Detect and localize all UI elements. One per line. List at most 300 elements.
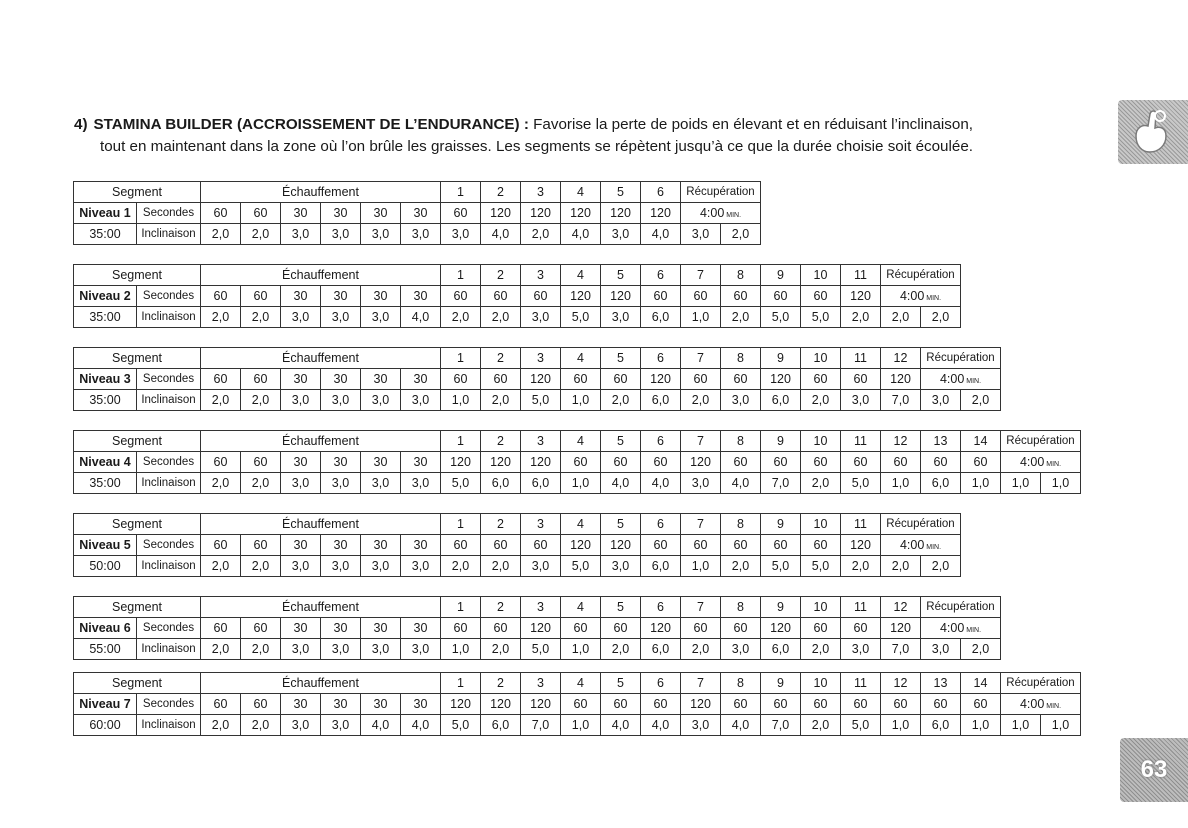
incline-value: 4,0 (601, 473, 641, 494)
seconds-row (74, 203, 761, 224)
incline-value: 2,0 (721, 556, 761, 577)
segment-number: 8 (721, 597, 761, 618)
incline-value: 5,0 (521, 639, 561, 660)
incline-value: 2,0 (801, 639, 841, 660)
segment-number: 2 (481, 597, 521, 618)
segment-number: 2 (481, 265, 521, 286)
seconds-value: 30 (401, 203, 441, 224)
seconds-value: 120 (521, 452, 561, 473)
header-row (74, 348, 1001, 369)
recovery-time (921, 369, 1001, 390)
incline-value: 3,0 (401, 390, 441, 411)
segment-number: 1 (441, 514, 481, 535)
incline-value: 2,0 (921, 307, 961, 328)
segment-number: 5 (601, 182, 641, 203)
incline-value: 2,0 (801, 473, 841, 494)
warmup-header: Échauffement (201, 514, 441, 535)
seconds-value: 120 (561, 286, 601, 307)
incline-value: 2,0 (241, 473, 281, 494)
incline-value: 3,0 (361, 556, 401, 577)
incline-value: 1,0 (961, 473, 1001, 494)
seconds-value: 60 (241, 286, 281, 307)
incline-value: 2,0 (481, 390, 521, 411)
incline-value: 2,0 (201, 390, 241, 411)
segment-number: 12 (881, 348, 921, 369)
seconds-value: 120 (681, 694, 721, 715)
segment-header: Segment (74, 597, 201, 618)
incline-value: 4,0 (721, 715, 761, 736)
segment-number: 4 (561, 673, 601, 694)
seconds-value: 60 (801, 618, 841, 639)
seconds-value: 30 (281, 203, 321, 224)
seconds-value: 60 (241, 369, 281, 390)
incline-row (74, 224, 761, 245)
seconds-value: 120 (601, 535, 641, 556)
incline-value: 2,0 (801, 715, 841, 736)
seconds-label: Secondes (137, 452, 201, 473)
incline-value: 3,0 (401, 639, 441, 660)
seconds-value: 60 (201, 618, 241, 639)
segment-number: 12 (881, 431, 921, 452)
incline-value: 3,0 (281, 639, 321, 660)
warmup-header: Échauffement (201, 597, 441, 618)
section-number: 4) (74, 116, 88, 133)
incline-label: Inclinaison (137, 390, 201, 411)
incline-value: 2,0 (721, 307, 761, 328)
incline-value: 1,0 (441, 639, 481, 660)
seconds-row (74, 452, 1081, 473)
incline-value: 3,0 (361, 639, 401, 660)
seconds-value: 120 (641, 618, 681, 639)
incline-label: Inclinaison (137, 639, 201, 660)
level-table (73, 513, 961, 577)
segment-header: Segment (74, 673, 201, 694)
segment-number: 11 (841, 265, 881, 286)
seconds-value: 60 (441, 286, 481, 307)
level-name: Niveau 7 (74, 694, 137, 715)
recovery-header: Récupération (921, 348, 1001, 369)
seconds-value: 30 (401, 535, 441, 556)
seconds-value: 60 (681, 618, 721, 639)
segment-number: 8 (721, 514, 761, 535)
incline-value: 3,0 (601, 556, 641, 577)
segment-number: 7 (681, 265, 721, 286)
incline-value: 7,0 (521, 715, 561, 736)
segment-number: 7 (681, 673, 721, 694)
recovery-header: Récupération (921, 597, 1001, 618)
incline-value: 5,0 (561, 307, 601, 328)
seconds-value: 60 (721, 452, 761, 473)
incline-value: 2,0 (841, 307, 881, 328)
recovery-time (881, 286, 961, 307)
incline-value: 6,0 (921, 715, 961, 736)
segment-number: 13 (921, 431, 961, 452)
seconds-value: 30 (361, 535, 401, 556)
segment-number: 2 (481, 348, 521, 369)
seconds-value: 60 (481, 618, 521, 639)
recovery-time (1001, 452, 1081, 473)
seconds-value: 30 (361, 369, 401, 390)
segment-number: 7 (681, 348, 721, 369)
seconds-value: 30 (321, 286, 361, 307)
segment-number: 9 (761, 348, 801, 369)
incline-value: 6,0 (641, 307, 681, 328)
seconds-value: 120 (641, 203, 681, 224)
incline-value: 4,0 (601, 715, 641, 736)
seconds-label: Secondes (137, 369, 201, 390)
level-table (73, 596, 1001, 660)
seconds-value: 60 (921, 694, 961, 715)
section-title: STAMINA BUILDER (ACCROISSEMENT DE L’ENDURANCE) : (93, 116, 529, 133)
segment-number: 8 (721, 431, 761, 452)
section-tab (1118, 100, 1188, 164)
segment-number: 5 (601, 348, 641, 369)
recovery-header: Récupération (1001, 431, 1081, 452)
seconds-value: 60 (641, 535, 681, 556)
total-time: 35:00 (74, 390, 137, 411)
recovery-time (881, 535, 961, 556)
incline-value: 3,0 (921, 639, 961, 660)
incline-value: 1,0 (561, 715, 601, 736)
minutes-suffix: MIN. (1046, 703, 1062, 710)
segment-number: 5 (601, 673, 641, 694)
incline-value: 6,0 (521, 473, 561, 494)
seconds-label: Secondes (137, 694, 201, 715)
segment-number: 3 (521, 348, 561, 369)
seconds-value: 60 (801, 452, 841, 473)
incline-value: 3,0 (321, 224, 361, 245)
incline-value: 6,0 (641, 390, 681, 411)
seconds-value: 120 (601, 286, 641, 307)
segment-number: 5 (601, 514, 641, 535)
seconds-value: 30 (361, 203, 401, 224)
incline-value: 4,0 (641, 473, 681, 494)
incline-value: 2,0 (241, 556, 281, 577)
recovery-time (921, 618, 1001, 639)
incline-value: 2,0 (201, 224, 241, 245)
seconds-value: 60 (721, 618, 761, 639)
seconds-value: 30 (361, 286, 401, 307)
seconds-value: 120 (761, 618, 801, 639)
incline-value: 3,0 (601, 224, 641, 245)
incline-value: 1,0 (681, 556, 721, 577)
seconds-value: 60 (201, 452, 241, 473)
seconds-value: 30 (361, 452, 401, 473)
seconds-value: 60 (561, 369, 601, 390)
seconds-value: 120 (481, 203, 521, 224)
page-number-tab (1120, 738, 1188, 802)
segment-header: Segment (74, 265, 201, 286)
incline-value: 1,0 (1001, 473, 1041, 494)
segment-number: 2 (481, 182, 521, 203)
seconds-value: 120 (481, 452, 521, 473)
incline-value: 4,0 (361, 715, 401, 736)
recovery-time (681, 203, 761, 224)
incline-value: 5,0 (521, 390, 561, 411)
incline-value: 2,0 (961, 390, 1001, 411)
incline-value: 1,0 (961, 715, 1001, 736)
seconds-value: 60 (201, 203, 241, 224)
seconds-value: 60 (201, 369, 241, 390)
incline-value: 2,0 (681, 390, 721, 411)
incline-value: 3,0 (361, 224, 401, 245)
segment-number: 8 (721, 265, 761, 286)
segment-number: 11 (841, 514, 881, 535)
seconds-value: 60 (801, 535, 841, 556)
segment-header: Segment (74, 431, 201, 452)
seconds-value: 30 (401, 452, 441, 473)
incline-value: 5,0 (561, 556, 601, 577)
incline-value: 5,0 (441, 715, 481, 736)
seconds-value: 120 (481, 694, 521, 715)
incline-value: 3,0 (841, 639, 881, 660)
incline-value: 3,0 (721, 390, 761, 411)
incline-value: 3,0 (361, 390, 401, 411)
segment-number: 4 (561, 597, 601, 618)
seconds-value: 60 (641, 286, 681, 307)
incline-value: 3,0 (321, 307, 361, 328)
seconds-value: 60 (521, 286, 561, 307)
segment-header: Segment (74, 514, 201, 535)
incline-value: 2,0 (241, 639, 281, 660)
incline-value: 5,0 (761, 307, 801, 328)
minutes-suffix: MIN. (726, 212, 742, 219)
seconds-value: 30 (321, 535, 361, 556)
seconds-value: 30 (281, 452, 321, 473)
seconds-row (74, 535, 961, 556)
level-table (73, 347, 1001, 411)
incline-value: 5,0 (441, 473, 481, 494)
incline-value: 2,0 (881, 307, 921, 328)
level-table (73, 672, 1081, 736)
seconds-value: 120 (521, 618, 561, 639)
seconds-value: 120 (601, 203, 641, 224)
incline-value: 2,0 (601, 390, 641, 411)
segment-number: 8 (721, 348, 761, 369)
seconds-row (74, 369, 1001, 390)
incline-value: 2,0 (921, 556, 961, 577)
level-name: Niveau 2 (74, 286, 137, 307)
incline-value: 2,0 (481, 556, 521, 577)
seconds-value: 60 (681, 286, 721, 307)
segment-number: 1 (441, 673, 481, 694)
recovery-time (1001, 694, 1081, 715)
segment-number: 13 (921, 673, 961, 694)
seconds-value: 60 (601, 694, 641, 715)
incline-value: 3,0 (321, 556, 361, 577)
segment-number: 9 (761, 673, 801, 694)
seconds-value: 60 (801, 694, 841, 715)
incline-value: 3,0 (841, 390, 881, 411)
incline-value: 2,0 (841, 556, 881, 577)
incline-value: 3,0 (681, 224, 721, 245)
header-row (74, 514, 961, 535)
segment-number: 1 (441, 431, 481, 452)
seconds-value: 60 (601, 452, 641, 473)
seconds-value: 60 (641, 694, 681, 715)
incline-value: 3,0 (681, 473, 721, 494)
incline-value: 3,0 (361, 307, 401, 328)
incline-value: 3,0 (281, 473, 321, 494)
level-table (73, 430, 1081, 494)
segment-number: 4 (561, 514, 601, 535)
minutes-suffix: MIN. (966, 378, 982, 385)
incline-value: 3,0 (361, 473, 401, 494)
segment-number: 6 (641, 182, 681, 203)
incline-value: 7,0 (761, 715, 801, 736)
seconds-value: 60 (841, 369, 881, 390)
seconds-value: 60 (241, 694, 281, 715)
segment-number: 1 (441, 265, 481, 286)
recovery-time-value: 4:00 (1019, 455, 1045, 469)
seconds-value: 30 (361, 694, 401, 715)
seconds-value: 60 (201, 535, 241, 556)
level-name: Niveau 4 (74, 452, 137, 473)
minutes-suffix: MIN. (926, 544, 942, 551)
seconds-value: 120 (881, 618, 921, 639)
segment-number: 4 (561, 265, 601, 286)
seconds-value: 60 (801, 286, 841, 307)
incline-row (74, 473, 1081, 494)
incline-label: Inclinaison (137, 224, 201, 245)
segment-number: 9 (761, 514, 801, 535)
header-row (74, 597, 1001, 618)
incline-value: 1,0 (881, 473, 921, 494)
incline-row (74, 307, 961, 328)
seconds-value: 60 (761, 286, 801, 307)
incline-value: 4,0 (401, 307, 441, 328)
minutes-suffix: MIN. (1046, 461, 1062, 468)
segment-number: 9 (761, 431, 801, 452)
incline-value: 4,0 (561, 224, 601, 245)
seconds-value: 60 (761, 452, 801, 473)
segment-number: 2 (481, 431, 521, 452)
seconds-label: Secondes (137, 618, 201, 639)
incline-row (74, 556, 961, 577)
segment-number: 11 (841, 348, 881, 369)
seconds-value: 120 (561, 535, 601, 556)
segment-number: 5 (601, 431, 641, 452)
section-text-line1: Favorise la perte de poids en élevant et en réduisant l’inclinaison, (533, 116, 973, 133)
incline-value: 3,0 (321, 715, 361, 736)
incline-label: Inclinaison (137, 556, 201, 577)
seconds-value: 60 (681, 535, 721, 556)
incline-value: 6,0 (921, 473, 961, 494)
segment-number: 5 (601, 597, 641, 618)
seconds-value: 60 (761, 535, 801, 556)
segment-number: 8 (721, 673, 761, 694)
seconds-value: 120 (841, 286, 881, 307)
incline-value: 4,0 (641, 715, 681, 736)
segment-number: 7 (681, 431, 721, 452)
incline-value: 3,0 (441, 224, 481, 245)
warmup-header: Échauffement (201, 348, 441, 369)
seconds-row (74, 286, 961, 307)
incline-value: 5,0 (761, 556, 801, 577)
incline-value: 3,0 (721, 639, 761, 660)
segment-number: 5 (601, 265, 641, 286)
segment-number: 3 (521, 597, 561, 618)
warmup-header: Échauffement (201, 265, 441, 286)
segment-number: 6 (641, 348, 681, 369)
seconds-value: 60 (441, 535, 481, 556)
seconds-value: 60 (601, 618, 641, 639)
incline-value: 2,0 (601, 639, 641, 660)
seconds-value: 60 (241, 535, 281, 556)
level-name: Niveau 1 (74, 203, 137, 224)
seconds-value: 30 (401, 286, 441, 307)
recovery-header: Récupération (681, 182, 761, 203)
warmup-header: Échauffement (201, 431, 441, 452)
seconds-value: 120 (521, 694, 561, 715)
seconds-value: 120 (641, 369, 681, 390)
total-time: 55:00 (74, 639, 137, 660)
total-time: 35:00 (74, 224, 137, 245)
section-text-line2: tout en maintenant dans la zone où l’on brûle les graisses. Les segments se répètent jusqu’à ce que la durée choisie soit écoulée. (100, 138, 973, 155)
seconds-value: 30 (401, 369, 441, 390)
seconds-value: 120 (521, 369, 561, 390)
incline-row (74, 390, 1001, 411)
recovery-header: Récupération (1001, 673, 1081, 694)
incline-value: 2,0 (441, 307, 481, 328)
segment-number: 2 (481, 673, 521, 694)
incline-value: 3,0 (321, 639, 361, 660)
header-row (74, 265, 961, 286)
incline-value: 4,0 (721, 473, 761, 494)
incline-value: 1,0 (881, 715, 921, 736)
seconds-value: 30 (281, 618, 321, 639)
total-time: 60:00 (74, 715, 137, 736)
seconds-value: 30 (321, 452, 361, 473)
segment-number: 10 (801, 673, 841, 694)
segment-number: 10 (801, 265, 841, 286)
incline-value: 3,0 (281, 224, 321, 245)
incline-value: 2,0 (881, 556, 921, 577)
segment-number: 11 (841, 431, 881, 452)
incline-value: 6,0 (641, 556, 681, 577)
seconds-value: 60 (241, 618, 281, 639)
incline-value: 3,0 (281, 307, 321, 328)
incline-value: 5,0 (841, 473, 881, 494)
seconds-value: 30 (361, 618, 401, 639)
total-time: 50:00 (74, 556, 137, 577)
segment-number: 7 (681, 514, 721, 535)
seconds-value: 60 (241, 452, 281, 473)
incline-value: 3,0 (281, 390, 321, 411)
incline-value: 2,0 (201, 473, 241, 494)
seconds-row (74, 694, 1081, 715)
seconds-value: 120 (881, 369, 921, 390)
segment-number: 11 (841, 597, 881, 618)
segment-number: 3 (521, 265, 561, 286)
incline-value: 2,0 (681, 639, 721, 660)
seconds-value: 60 (521, 535, 561, 556)
segment-number: 10 (801, 431, 841, 452)
incline-row (74, 715, 1081, 736)
incline-value: 7,0 (761, 473, 801, 494)
seconds-value: 30 (281, 286, 321, 307)
recovery-header: Récupération (881, 514, 961, 535)
incline-value: 2,0 (441, 556, 481, 577)
seconds-value: 30 (401, 694, 441, 715)
recovery-time-value: 4:00 (939, 372, 965, 386)
incline-value: 6,0 (761, 639, 801, 660)
incline-value: 1,0 (1041, 715, 1081, 736)
incline-value: 5,0 (841, 715, 881, 736)
seconds-value: 60 (201, 694, 241, 715)
seconds-value: 30 (281, 694, 321, 715)
total-time: 35:00 (74, 473, 137, 494)
